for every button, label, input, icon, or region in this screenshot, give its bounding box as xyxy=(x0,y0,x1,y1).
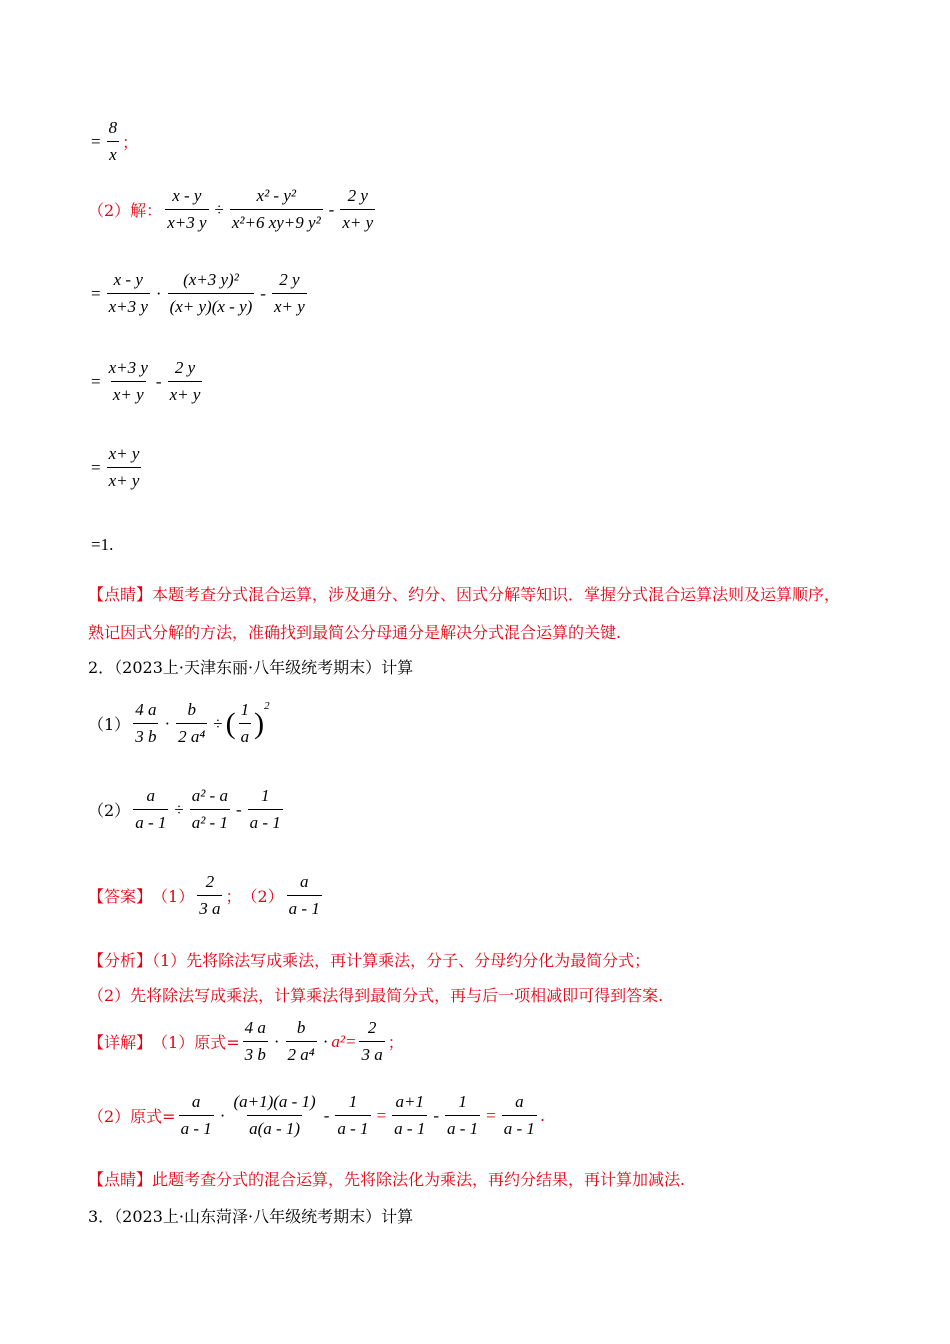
fraction: $\frac{(a+1)(a - 1)}{a(a - 1)}$ xyxy=(233,1092,316,1138)
fraction: $\frac{4 a}{3 b}$ xyxy=(244,1018,266,1064)
comment-2: 【点睛】此题考查分式的混合运算，先将除法化为乘法，再约分结果，再计算加减法. xyxy=(88,1170,686,1189)
fraction: $\frac{\text{x² - y²}}{\text{x²+6 xy+9 y²}}$ xyxy=(231,186,321,232)
fraction: $\frac{2 y}{x+ y}$ xyxy=(273,270,305,316)
fraction: $\frac{1}{a - 1}$ xyxy=(447,1092,479,1138)
part2-line3: = $\frac{x+3 y}{x+ y}$ - $\frac{2 y}{x+ y}$ xyxy=(91,358,201,404)
part2-line4: = $\frac{x+ y}{x+ y}$ xyxy=(91,444,140,490)
fraction: $\frac{2 y}{x+ y}$ xyxy=(342,186,374,232)
question-3-header: 3．（2023上·山东菏泽·八年级统考期末）计算 xyxy=(88,1207,414,1226)
question-2-sub1: （1） $\frac{4 a}{3 b}$ · $\frac{b}{\text{2 a⁴}}$ ÷ ( $\frac{1}{a}$ ) 2 xyxy=(88,700,270,746)
answer-2: 【答案】 （1） $\frac{2}{3 a}$ ； （2） $\frac{a}{a - 1}$ xyxy=(88,872,320,918)
analysis-2-line2: （2）先将除法写成乘法，计算乘法得到最简分式，再与后一项相减即可得到答案. xyxy=(88,986,664,1005)
fraction: $\frac{1}{a - 1}$ xyxy=(337,1092,369,1138)
fraction: $\frac{4 a}{3 b}$ xyxy=(135,700,157,746)
part2-line5: =1. xyxy=(91,535,114,554)
fraction: $\frac{1}{a}$ xyxy=(240,700,250,746)
fraction: $\frac{x - y}{x+3 y}$ xyxy=(108,270,148,316)
fraction: $\frac{x - y}{x+3 y}$ xyxy=(167,186,207,232)
fraction: $\frac{2}{3 a}$ xyxy=(361,1018,383,1064)
fraction: $\frac{\text{(x+3 y)²}}{(x+ y)(x - y)}$ xyxy=(169,270,253,316)
fraction: $\frac{\text{a² - a}}{\text{a² - 1}}$ xyxy=(191,786,228,832)
detail-2-part2: （2）原式= $\frac{a}{a - 1}$ · $\frac{(a+1)(a - 1)}{a(a - 1)}$ - $\frac{1}{a - 1}$ = $\frac{a+1}{a - 1}$ - $\frac{1}{a - 1}$ = $\frac{a}{a - 1}$ . xyxy=(88,1092,546,1138)
fraction: $\frac{a+1}{a - 1}$ xyxy=(394,1092,426,1138)
fraction: $\frac{a}{a - 1}$ xyxy=(135,786,167,832)
fraction: $\frac{x+3 y}{x+ y}$ xyxy=(108,358,148,404)
part2-line1: （2）解： $\frac{x - y}{x+3 y}$ ÷ $\frac{\text{x² - y²}}{\text{x²+6 xy+9 y²}}$ - $\frac{2 y}{x+ y}$ xyxy=(88,186,374,232)
part2-line2: = $\frac{x - y}{x+3 y}$ · $\frac{\text{(x+3 y)²}}{(x+ y)(x - y)}$ - $\frac{2 y}{x+ y}$ xyxy=(91,270,305,316)
fraction: $\frac{x+ y}{x+ y}$ xyxy=(108,444,140,490)
question-2-header: 2．（2023上·天津东丽·八年级统考期末）计算 xyxy=(88,658,414,677)
fraction: $\frac{2}{3 a}$ xyxy=(199,872,221,918)
fraction: $\frac{b}{\text{2 a⁴}}$ xyxy=(178,700,206,746)
fraction: $\frac{a}{a - 1}$ xyxy=(288,872,320,918)
fraction: $\frac{a}{a - 1}$ xyxy=(503,1092,535,1138)
left-paren: ( xyxy=(225,706,236,740)
comment-1-line1: 【点睛】本题考查分式混合运算，涉及通分、约分、因式分解等知识．掌握分式混合运算法则及运算顺序， xyxy=(88,585,841,604)
fraction: $\frac{8}{x}$ xyxy=(108,118,118,164)
right-paren: ) xyxy=(254,706,265,740)
analysis-2-line1: 【分析】（1）先将除法写成乘法，再计算乘法，分子、分母约分化为最简分式； xyxy=(88,951,651,970)
fraction: $\frac{2 y}{x+ y}$ xyxy=(169,358,201,404)
comment-1-line2: 熟记因式分解的方法，准确找到最简公分母通分是解决分式混合运算的关键. xyxy=(88,623,622,642)
fraction: $\frac{b}{\text{2 a⁴}}$ xyxy=(287,1018,315,1064)
fraction: $\frac{1}{a - 1}$ xyxy=(249,786,281,832)
detail-2-part1: 【详解】 （1）原式= $\frac{4 a}{3 b}$ · $\frac{b}{\text{2 a⁴}}$ · a²= $\frac{2}{3 a}$ ； xyxy=(88,1018,404,1064)
step-result-line: = $\frac{8}{x}$ ； xyxy=(91,118,139,164)
fraction: $\frac{a}{a - 1}$ xyxy=(180,1092,212,1138)
question-2-sub2: （2） $\frac{a}{a - 1}$ ÷ $\frac{\text{a² - a}}{\text{a² - 1}}$ - $\frac{1}{a - 1}$ xyxy=(88,786,281,832)
